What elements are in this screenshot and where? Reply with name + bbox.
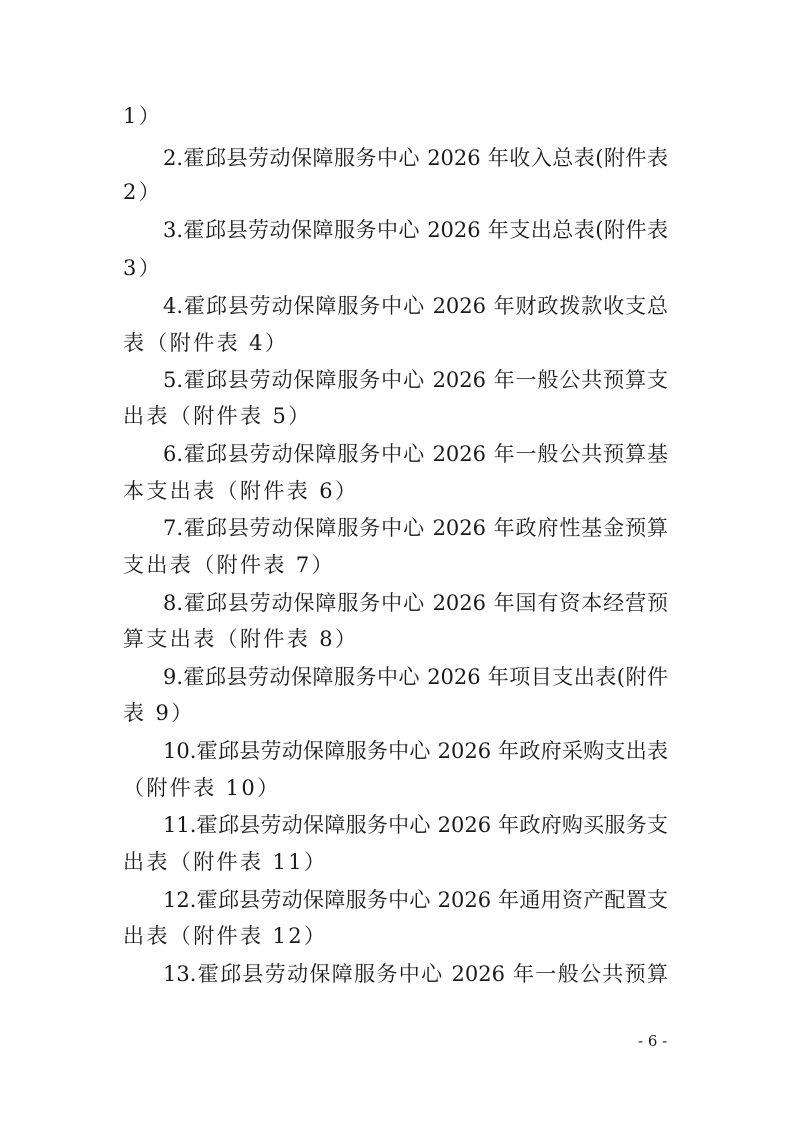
text-line: 1）	[123, 104, 163, 128]
list-item-7: 7.霍邱县劳动保障服务中心 2026 年政府性基金预算	[163, 516, 668, 540]
text-line: 2）	[123, 180, 163, 204]
page-number: - 6 -	[638, 1032, 668, 1050]
list-item-5: 5.霍邱县劳动保障服务中心 2026 年一般公共预算支	[163, 368, 668, 392]
text-line: 出表（附件表 12）	[123, 924, 328, 948]
list-item-10: 10.霍邱县劳动保障服务中心 2026 年政府采购支出表	[163, 739, 668, 763]
text-line: （附件表 10）	[123, 776, 281, 800]
list-item-3: 3.霍邱县劳动保障服务中心 2026 年支出总表(附件表	[163, 218, 668, 242]
list-item-6: 6.霍邱县劳动保障服务中心 2026 年一般公共预算基	[163, 442, 668, 466]
text-line: 3）	[123, 256, 163, 280]
text-line: 出表（附件表 5）	[123, 404, 312, 428]
list-item-12: 12.霍邱县劳动保障服务中心 2026 年通用资产配置支	[163, 888, 668, 912]
text-line: 支出表（附件表 7）	[123, 553, 336, 577]
list-item-4: 4.霍邱县劳动保障服务中心 2026 年财政拨款收支总	[163, 294, 668, 318]
list-item-13: 13.霍邱县劳动保障服务中心 2026 年一般公共预算	[163, 962, 668, 986]
list-item-2: 2.霍邱县劳动保障服务中心 2026 年收入总表(附件表	[163, 146, 668, 170]
text-line: 出表（附件表 11）	[123, 850, 328, 874]
list-item-9: 9.霍邱县劳动保障服务中心 2026 年项目支出表(附件	[163, 665, 668, 689]
text-line: 表（附件表 4）	[123, 331, 289, 355]
text-line: 本支出表（附件表 6）	[123, 479, 359, 503]
text-line: 表 9）	[123, 701, 195, 725]
text-line: 算支出表（附件表 8）	[123, 627, 359, 651]
list-item-11: 11.霍邱县劳动保障服务中心 2026 年政府购买服务支	[163, 813, 668, 837]
list-item-8: 8.霍邱县劳动保障服务中心 2026 年国有资本经营预	[163, 591, 668, 615]
